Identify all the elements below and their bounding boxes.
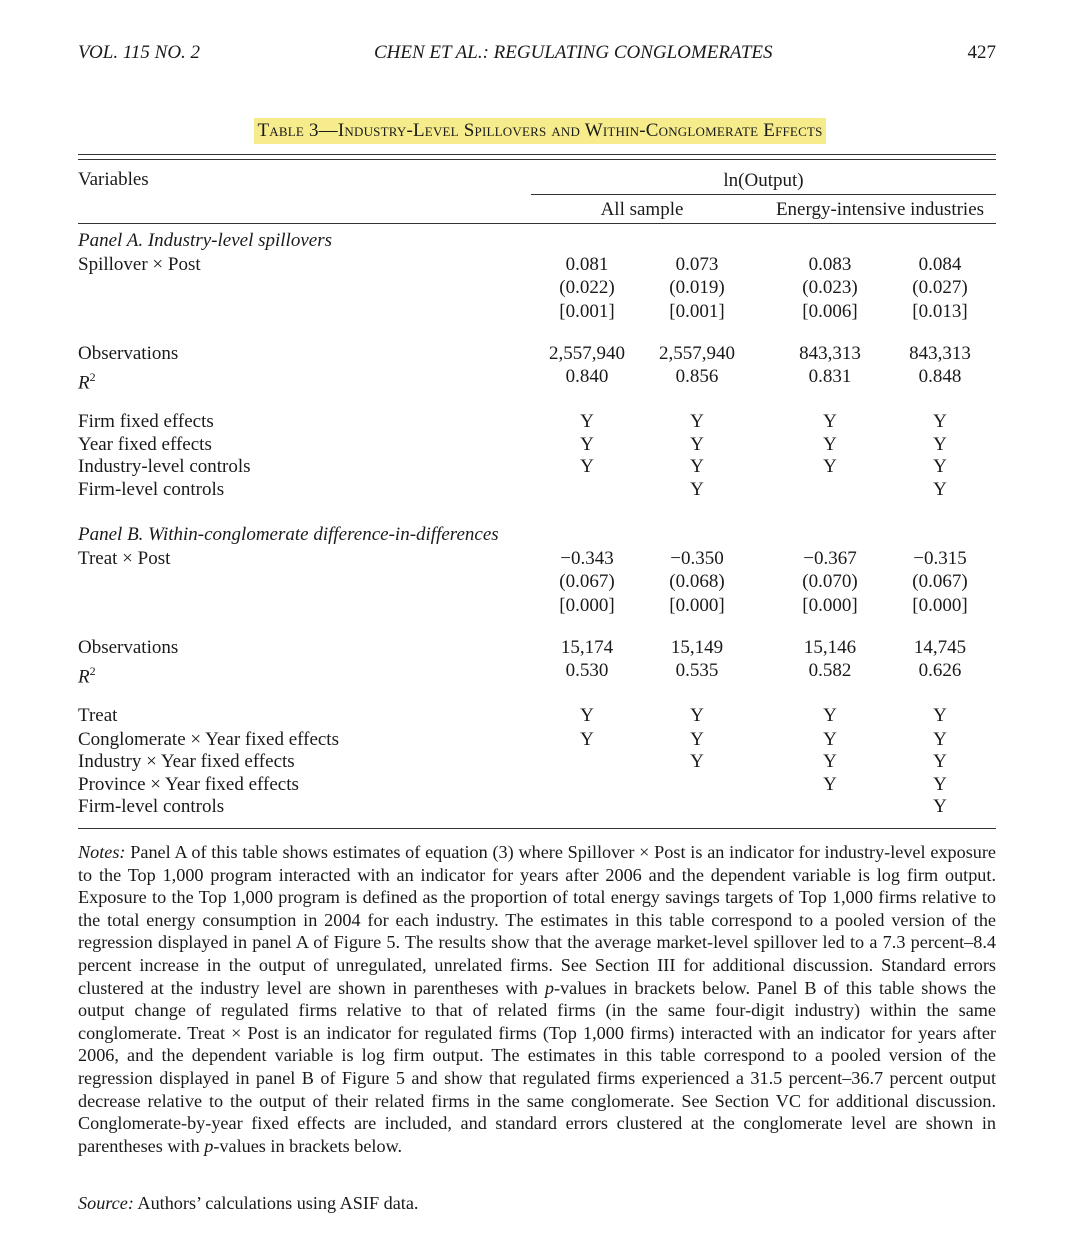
journal-volume: VOL. 115 NO. 2 [78, 42, 201, 63]
panel-b-r2-label [78, 660, 96, 689]
panel-a-title: Panel A. Industry-level spillovers [78, 230, 332, 251]
panel-a-control-mark-col3: Y [823, 411, 837, 432]
panel-b-observations-col2: 15,149 [670, 637, 724, 658]
panel-b-control-mark-col3: Y [823, 705, 837, 726]
panel-a-control-mark-col4: Y [933, 479, 947, 500]
panel-a-control-mark-col1: Y [580, 434, 594, 455]
panel-b-title: Panel B. Within-conglomerate difference-in-differences [78, 524, 499, 545]
source-text: Authors’ calculations using ASIF data. [133, 1193, 419, 1213]
panel-b-observations-col4: 14,745 [913, 637, 967, 658]
panel-b-control-mark-col2: Y [690, 751, 704, 772]
panel-a-coef-col4: 0.084 [918, 254, 962, 275]
table-caption-text: Table 3—Industry-Level Spillovers and Within-Conglomerate Effects [254, 118, 825, 144]
panel-a-r2-label [78, 366, 96, 395]
panel-a-control-mark-col4: Y [933, 456, 947, 477]
panel-b-control-label: Industry × Year fixed effects [78, 751, 295, 772]
panel-a-control-label: Firm-level controls [78, 479, 225, 500]
notes-text-part-3: -values in brackets below. [213, 1135, 403, 1156]
panel-b-observations-col3: 15,146 [803, 637, 857, 658]
header-span-rule [531, 194, 996, 195]
dependent-variable-header: ln(Output) [723, 170, 804, 191]
notes-text-part-2: -values in brackets below. Panel B of this table shows the output change of regulated firms relative to that of related firms (in the same four-digit industry) within the same conglomerate. Treat × Post is an indicator for regulated firms (Top 1,000 firms) interacted with an indicator for years after 2006, and the dependent variable is log firm output. The estimates in this table correspond to a pooled version of the regression displayed in panel B of Figure 5 and show that regulated firms experienced a 31.5 percent–36.7 percent output decrease relative to the output of their related firms in the same conglomerate. See Section VC for additional discussion. Conglomerate-by-year fixed effects are included, and standard errors clustered at the conglomerate level are shown in parentheses with [78, 977, 996, 1156]
panel-b-control-mark-col4: Y [933, 774, 947, 795]
panel-a-r2-col2: 0.856 [675, 366, 719, 387]
panel-b-se-col2: (0.068) [669, 571, 725, 592]
panel-a-se-col1: (0.022) [559, 277, 615, 298]
panel-a-se-col3: (0.023) [802, 277, 858, 298]
panel-a-control-mark-col3: Y [823, 434, 837, 455]
panel-b-coef-col4: −0.315 [913, 548, 967, 569]
panel-b-control-mark-col3: Y [823, 774, 837, 795]
panel-a-coef-col2: 0.073 [675, 254, 719, 275]
panel-b-control-mark-col3: Y [823, 751, 837, 772]
treat-post-label: Treat × Post [78, 548, 171, 569]
panel-a-r2-col4: 0.848 [918, 366, 962, 387]
r-squared-symbol: R [78, 666, 90, 688]
r-squared-superscript: 2 [89, 370, 96, 384]
panel-b-control-mark-col4: Y [933, 751, 947, 772]
panel-a-observations-col3: 843,313 [799, 343, 861, 364]
panel-a-control-mark-col2: Y [690, 434, 704, 455]
panel-a-control-label: Year fixed effects [78, 434, 212, 455]
page-number: 427 [967, 42, 996, 63]
panel-b-pval-col1: [0.000] [559, 595, 615, 616]
panel-a-se-col4: (0.027) [912, 277, 968, 298]
panel-a-coef-col1: 0.081 [565, 254, 609, 275]
panel-b-pval-col2: [0.000] [669, 595, 725, 616]
panel-b-control-label: Province × Year fixed effects [78, 774, 299, 795]
panel-b-control-label: Treat [78, 705, 118, 726]
table-header-bottom-rule [78, 223, 996, 224]
panel-b-coef-col1: −0.343 [560, 548, 614, 569]
panel-a-control-mark-col4: Y [933, 411, 947, 432]
panel-b-r2-col1: 0.530 [565, 660, 609, 681]
panel-a-pval-col2: [0.001] [669, 301, 725, 322]
notes-p-symbol-2: p [204, 1135, 214, 1156]
panel-b-r2-col4: 0.626 [918, 660, 962, 681]
group-header-all-sample: All sample [600, 199, 684, 220]
table-notes [78, 841, 996, 1157]
variables-header: Variables [78, 169, 149, 190]
notes-p-symbol-1: p [544, 977, 554, 998]
panel-b-r2-col3: 0.582 [808, 660, 852, 681]
panel-a-pval-col1: [0.001] [559, 301, 615, 322]
panel-a-observations-col2: 2,557,940 [659, 343, 735, 364]
panel-a-control-mark-col2: Y [690, 479, 704, 500]
table-top-rule-second [78, 159, 996, 160]
r-squared-symbol: R [78, 372, 90, 394]
panel-a-control-mark-col4: Y [933, 434, 947, 455]
notes-text-part-1: Panel A of this table shows estimates of equation (3) where Spillover × Post is an indicator for industry-level exposure to the Top 1,000 program interacted with an indicator for years after 2006 and the dependent variable is log firm output. Exposure to the Top 1,000 program is defined as the proportion of total energy savings targets of Top 1,000 firms relative to the total energy consumption in 2004 for each industry. The estimates in this table correspond to a pooled version of the regression displayed in panel A of Figure 5. The results show that the average market-level spillover led to a 7.3 percent–8.4 percent increase in the output of unregulated, unrelated firms. See Section III for additional discussion. Standard errors clustered at the industry level are shown in parentheses with [78, 842, 996, 998]
table-top-rule [78, 154, 996, 155]
panel-a-control-mark-col1: Y [580, 456, 594, 477]
source-label: Source: [78, 1193, 134, 1213]
table-source [78, 1193, 418, 1214]
panel-b-control-mark-col2: Y [690, 729, 704, 750]
group-header-energy-intensive: Energy-intensive industries [775, 199, 985, 220]
panel-b-pval-col3: [0.000] [802, 595, 858, 616]
panel-b-control-mark-col4: Y [933, 705, 947, 726]
panel-a-control-mark-col3: Y [823, 456, 837, 477]
panel-b-control-label: Firm-level controls [78, 796, 225, 817]
panel-b-coef-col2: −0.350 [670, 548, 724, 569]
panel-a-coef-col3: 0.083 [808, 254, 852, 275]
panel-a-observations-label: Observations [78, 343, 179, 364]
panel-b-control-mark-col3: Y [823, 729, 837, 750]
panel-b-pval-col4: [0.000] [912, 595, 968, 616]
panel-a-observations-col4: 843,313 [909, 343, 971, 364]
panel-b-observations-col1: 15,174 [560, 637, 614, 658]
panel-a-control-label: Industry-level controls [78, 456, 251, 477]
article-running-title: CHEN ET AL.: REGULATING CONGLOMERATES [374, 42, 773, 63]
panel-b-control-mark-col1: Y [580, 705, 594, 726]
panel-b-control-mark-col4: Y [933, 729, 947, 750]
panel-b-se-col4: (0.067) [912, 571, 968, 592]
panel-b-coef-col3: −0.367 [803, 548, 857, 569]
panel-b-control-mark-col1: Y [580, 729, 594, 750]
notes-label: Notes: [78, 842, 126, 862]
panel-b-control-mark-col4: Y [933, 796, 947, 817]
panel-b-r2-col2: 0.535 [675, 660, 719, 681]
panel-a-control-mark-col1: Y [580, 411, 594, 432]
panel-a-observations-col1: 2,557,940 [549, 343, 625, 364]
spillover-post-label: Spillover × Post [78, 254, 201, 275]
panel-a-r2-col1: 0.840 [565, 366, 609, 387]
r-squared-superscript: 2 [89, 664, 96, 678]
panel-a-r2-col3: 0.831 [808, 366, 852, 387]
table-bottom-rule [78, 828, 996, 829]
panel-b-se-col1: (0.067) [559, 571, 615, 592]
panel-b-observations-label: Observations [78, 637, 179, 658]
table-caption [0, 120, 1080, 142]
panel-a-control-label: Firm fixed effects [78, 411, 214, 432]
running-head [78, 42, 996, 70]
panel-b-se-col3: (0.070) [802, 571, 858, 592]
panel-a-pval-col4: [0.013] [912, 301, 968, 322]
panel-b-control-mark-col2: Y [690, 705, 704, 726]
panel-a-se-col2: (0.019) [669, 277, 725, 298]
panel-a-control-mark-col2: Y [690, 456, 704, 477]
panel-b-control-label: Conglomerate × Year fixed effects [78, 729, 339, 750]
panel-a-control-mark-col2: Y [690, 411, 704, 432]
panel-a-pval-col3: [0.006] [802, 301, 858, 322]
